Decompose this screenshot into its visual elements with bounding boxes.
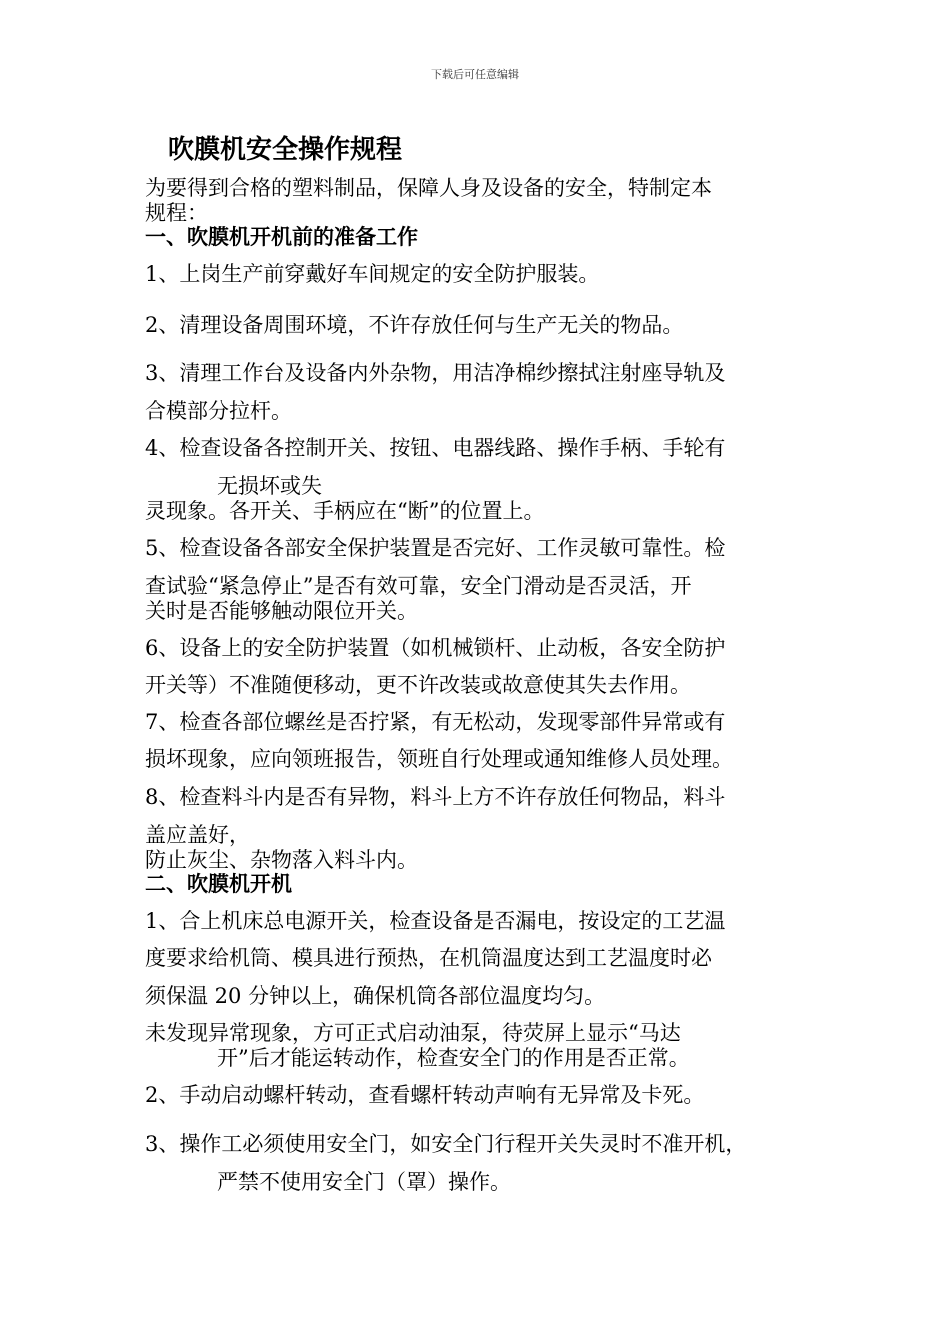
text-line: 5、检查设备各部安全保护装置是否完好、工作灵敏可靠性。检 (145, 536, 726, 560)
text-line: 开关等）不准随便移动，更不许改装或故意使其失去作用。 (145, 673, 691, 697)
text-line: 8、检查料斗内是否有异物，料斗上方不许存放任何物品，料斗 (145, 785, 726, 809)
intro-line: 为要得到合格的塑料制品，保障人身及设备的安全，特制定本 (145, 176, 712, 200)
text-line: 3、操作工必须使用安全门，如安全门行程开关失灵时不准开机， (145, 1132, 747, 1156)
text-line: 6、设备上的安全防护装置（如机械锁杆、止动板，各安全防护 (145, 636, 726, 660)
text-line: 2、手动启动螺杆转动，查看螺杆转动声响有无异常及卡死。 (145, 1083, 705, 1107)
text-line: 关时是否能够触动限位开关。 (145, 599, 418, 623)
text-line: 损坏现象，应向领班报告，领班自行处理或通知维修人员处理。 (145, 747, 733, 771)
document-title: 吹膜机安全操作规程 (168, 135, 403, 165)
text-line: 7、检查各部位螺丝是否拧紧，有无松动，发现零部件异常或有 (145, 710, 726, 734)
text-line: 度要求给机筒、模具进行预热，在机筒温度达到工艺温度时必 (145, 946, 712, 970)
text-line: 未发现异常现象，方可正式启动油泵，待荧屏上显示“马达 (145, 1021, 681, 1045)
text-line: 3、清理工作台及设备内外杂物，用洁净棉纱擦拭注射座导轨及 (145, 361, 726, 385)
text-line: 须保温 20 分钟以上，确保机筒各部位温度均匀。 (145, 984, 606, 1008)
text-line: 1、上岗生产前穿戴好车间规定的安全防护服装。 (145, 262, 600, 286)
text-line: 开”后才能运转动作，检查安全门的作用是否正常。 (217, 1046, 690, 1070)
header-note: 下载后可任意编辑 (431, 68, 519, 81)
text-line: 2、清理设备周围环境，不许存放任何与生产无关的物品。 (145, 313, 684, 337)
text-line: 4、检查设备各控制开关、按钮、电器线路、操作手柄、手轮有 (145, 436, 726, 460)
text-line: 灵现象。各开关、手柄应在“断”的位置上。 (145, 499, 545, 523)
text-line: 无损坏或失 (217, 474, 322, 498)
text-line: 查试验“紧急停止”是否有效可靠，安全门滑动是否灵活，开 (145, 574, 692, 598)
intro-line: 规程： (145, 201, 208, 225)
text-line: 防止灰尘、杂物落入料斗内。 (145, 848, 418, 872)
text-line: 合模部分拉杆。 (145, 399, 292, 423)
section-heading-1: 一、吹膜机开机前的准备工作 (145, 225, 418, 249)
text-line: 盖应盖好， (145, 823, 250, 847)
text-line: 1、合上机床总电源开关，检查设备是否漏电，按设定的工艺温 (145, 909, 726, 933)
section-heading-2: 二、吹膜机开机 (145, 872, 292, 896)
text-line: 严禁不使用安全门（罩）操作。 (217, 1170, 511, 1194)
